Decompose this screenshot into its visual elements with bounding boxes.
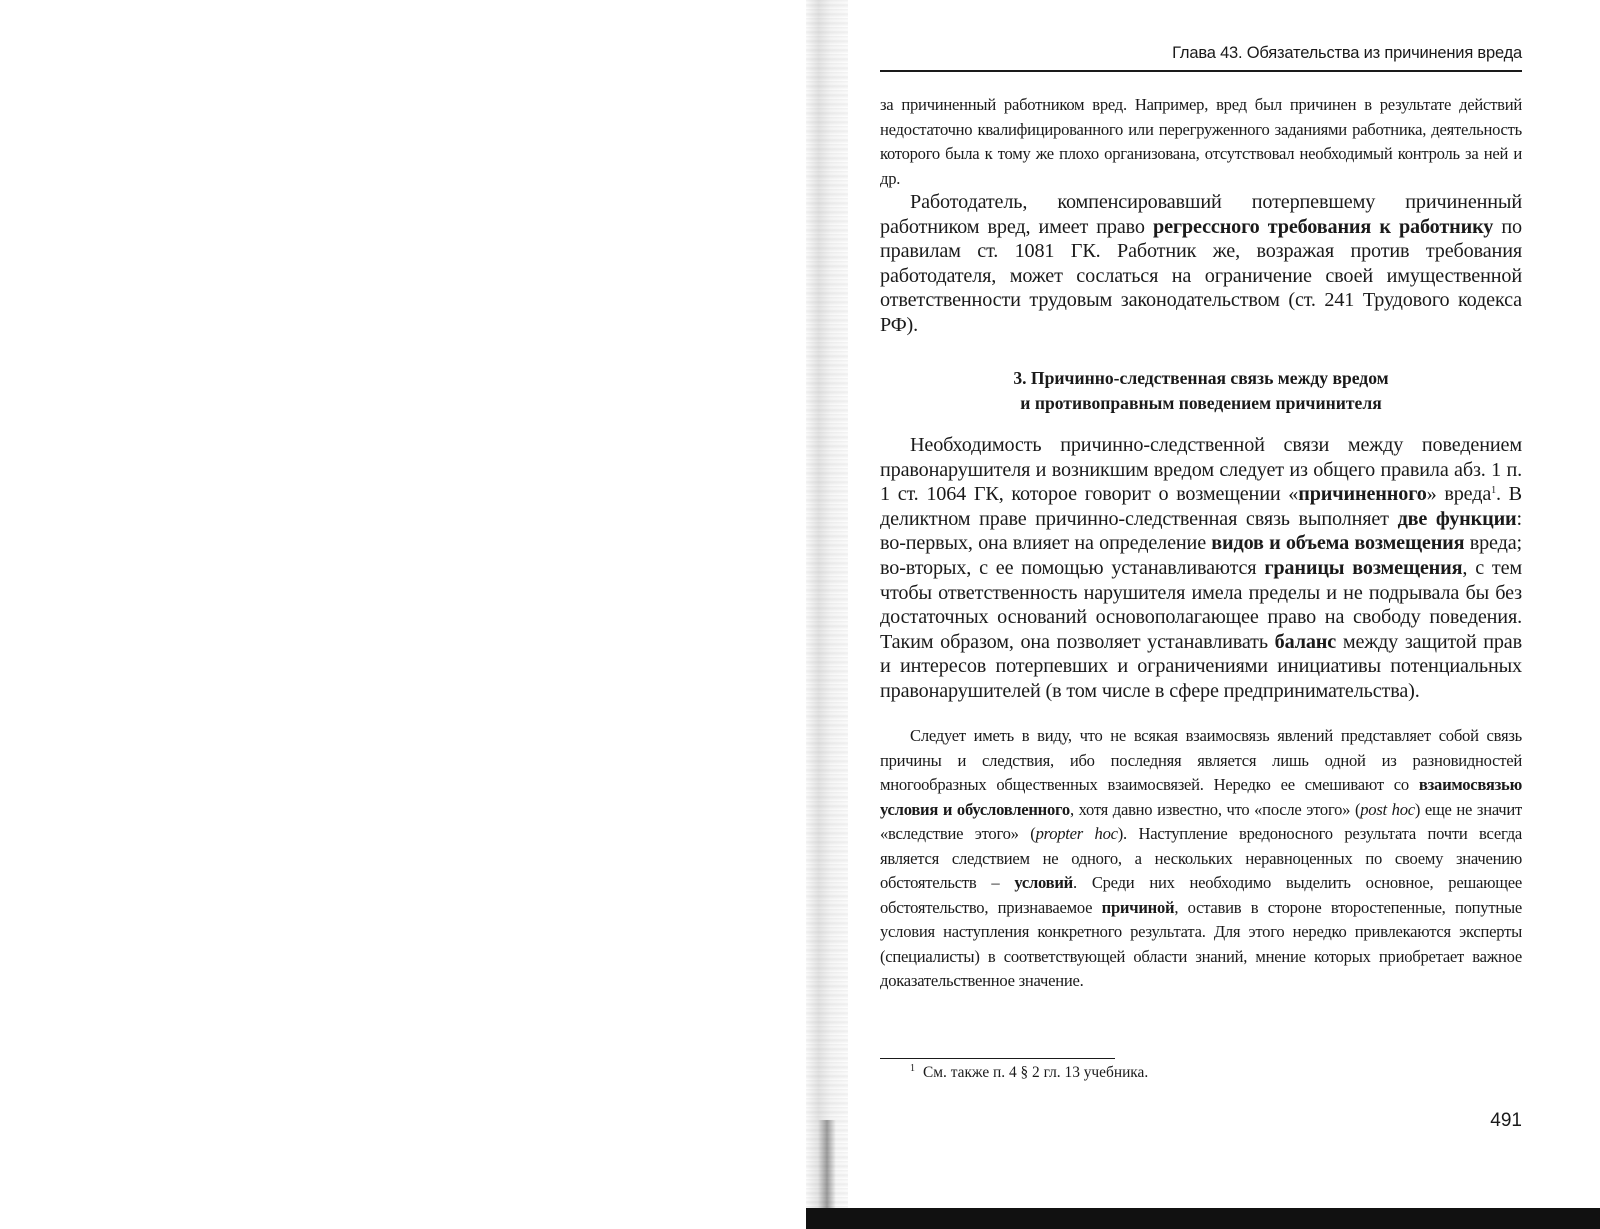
paragraph-4-bold-condition: взаимосвязью условия и обусловленного	[880, 775, 1522, 819]
scan-bottom-edge	[806, 1208, 1600, 1229]
page-number: 491	[1490, 1110, 1522, 1131]
paragraph-1: за причиненный работником вред. Например, вред был причинен в результате действий недостаточно квалифицированного или перегруженного заданиями работника, деятельность которого была к тому же плохо организована, отсутствовал необходимый контроль за ней и др.	[880, 95, 1522, 188]
paragraph-4-bold-conditions: условий	[1014, 873, 1073, 892]
paragraph-2-text-a: Работодатель, компенсировавший потерпевшему причиненный работником вред, имеет право	[880, 191, 1522, 238]
paragraph-4	[880, 724, 1522, 994]
paragraph-3-text-j: , с тем чтобы ответственность нарушителя имела пределы и не подрывала бы без достаточных оснований основополагающее право на свободу поведения. Таким образом, она позволяет устанавливать	[880, 556, 1522, 653]
paragraph-3-bold-two-functions: две функции	[1397, 507, 1517, 530]
footnote-rule	[880, 1058, 1115, 1059]
section-heading-line-2: и противоправным поведением причинителя	[1020, 393, 1382, 413]
footnote-reference-mark[interactable]: 1	[1491, 485, 1497, 497]
paragraph-3-bold-limits: границы возмещения	[1264, 556, 1463, 579]
paragraph-4-italic-propter-hoc: propter hoc	[1035, 824, 1118, 843]
paragraph-3-text-h: вреда; во-вторых, с ее помощью устанавливаются	[880, 532, 1522, 579]
section-heading	[880, 366, 1522, 416]
paragraph-3-bold-caused: причиненного	[1298, 483, 1427, 506]
paragraph-4-italic-post-hoc: post hoc	[1360, 799, 1415, 819]
footnote	[910, 1064, 1148, 1082]
paragraph-2-bold-term: регрессного требования к работнику	[1153, 215, 1494, 238]
paragraph-3-text-f: : во-первых, она влияет на определение	[880, 507, 1523, 555]
paragraph-3-bold-balance: баланс	[1274, 630, 1337, 653]
paragraph-3-text-c: » вреда	[1426, 483, 1492, 506]
paragraph-4-text-a: Следует иметь в виду, что не всякая взаимосвязь явлений представляет собой связь причины и следствия, ибо последняя является лишь одной из разновидностей многообразных общественных взаимосвязей. Нередко ее смешивают со	[880, 726, 1522, 794]
paragraph-4-text-c: , хотя давно известно, что «после этого» (	[1069, 799, 1361, 819]
paragraph-2-text-c: по правилам ст. 1081 ГК. Работник же, возражая против требования работодателя, может сослаться на ограничение своей имущественной ответственности трудовым законодательством (ст. 241 Трудового кодекса РФ).	[880, 215, 1522, 336]
book-spine-shadow	[806, 0, 848, 1229]
book-spine-dark-mark	[818, 1120, 836, 1210]
paragraph-3-text-l: между защитой прав и интересов потерпевших и ограничениями инициативы потенциальных правонарушителей (в том числе в сфере предпринимательства).	[880, 630, 1522, 702]
paragraph-4-text-g: ). Наступление вредоносного результата почти всегда является следствием не одного, а нескольких неравноценных по своему значению обстоятельств –	[880, 824, 1522, 892]
paragraph-3-text-d: . В деликтном праве причинно-следственная связь выполняет	[880, 483, 1523, 530]
paragraph-4-text-k: , оставив в стороне второстепенные, попутные условия наступления конкретного результата. Для этого нередко привлекаются эксперты (специалисты) в соответствующей области знаний, мнение которых приобретает важное доказательственное значение.	[880, 897, 1522, 990]
paragraph-4-bold-cause: причиной	[1101, 897, 1175, 917]
paragraph-4-text-i: . Среди них необходимо выделить основное, решающее обстоятельство, признаваемое	[880, 873, 1522, 917]
paragraph-4-text-e: ) еще не значит «вследствие этого» (	[880, 799, 1523, 843]
footnote-text: См. также п. 4 § 2 гл. 13 учебника.	[923, 1064, 1149, 1081]
running-head: Глава 43. Обязательства из причинения вреда	[1172, 44, 1522, 62]
paragraph-3	[880, 433, 1522, 704]
paragraph-3-text-a: Необходимость причинно-следственной связи между поведением правонарушителя и возникшим вредом следует из общего правила абз. 1 п. 1 ст. 1064 ГК, которое говорит о возмещении «	[880, 434, 1522, 506]
paragraph-2	[880, 190, 1522, 338]
paragraph-3-bold-types-volume: видов и объема возмещения	[1211, 532, 1465, 555]
header-rule	[880, 70, 1522, 72]
footnote-mark: 1	[910, 1063, 915, 1074]
section-heading-line-1: 3. Причинно-следственная связь между вредом	[1013, 368, 1389, 388]
